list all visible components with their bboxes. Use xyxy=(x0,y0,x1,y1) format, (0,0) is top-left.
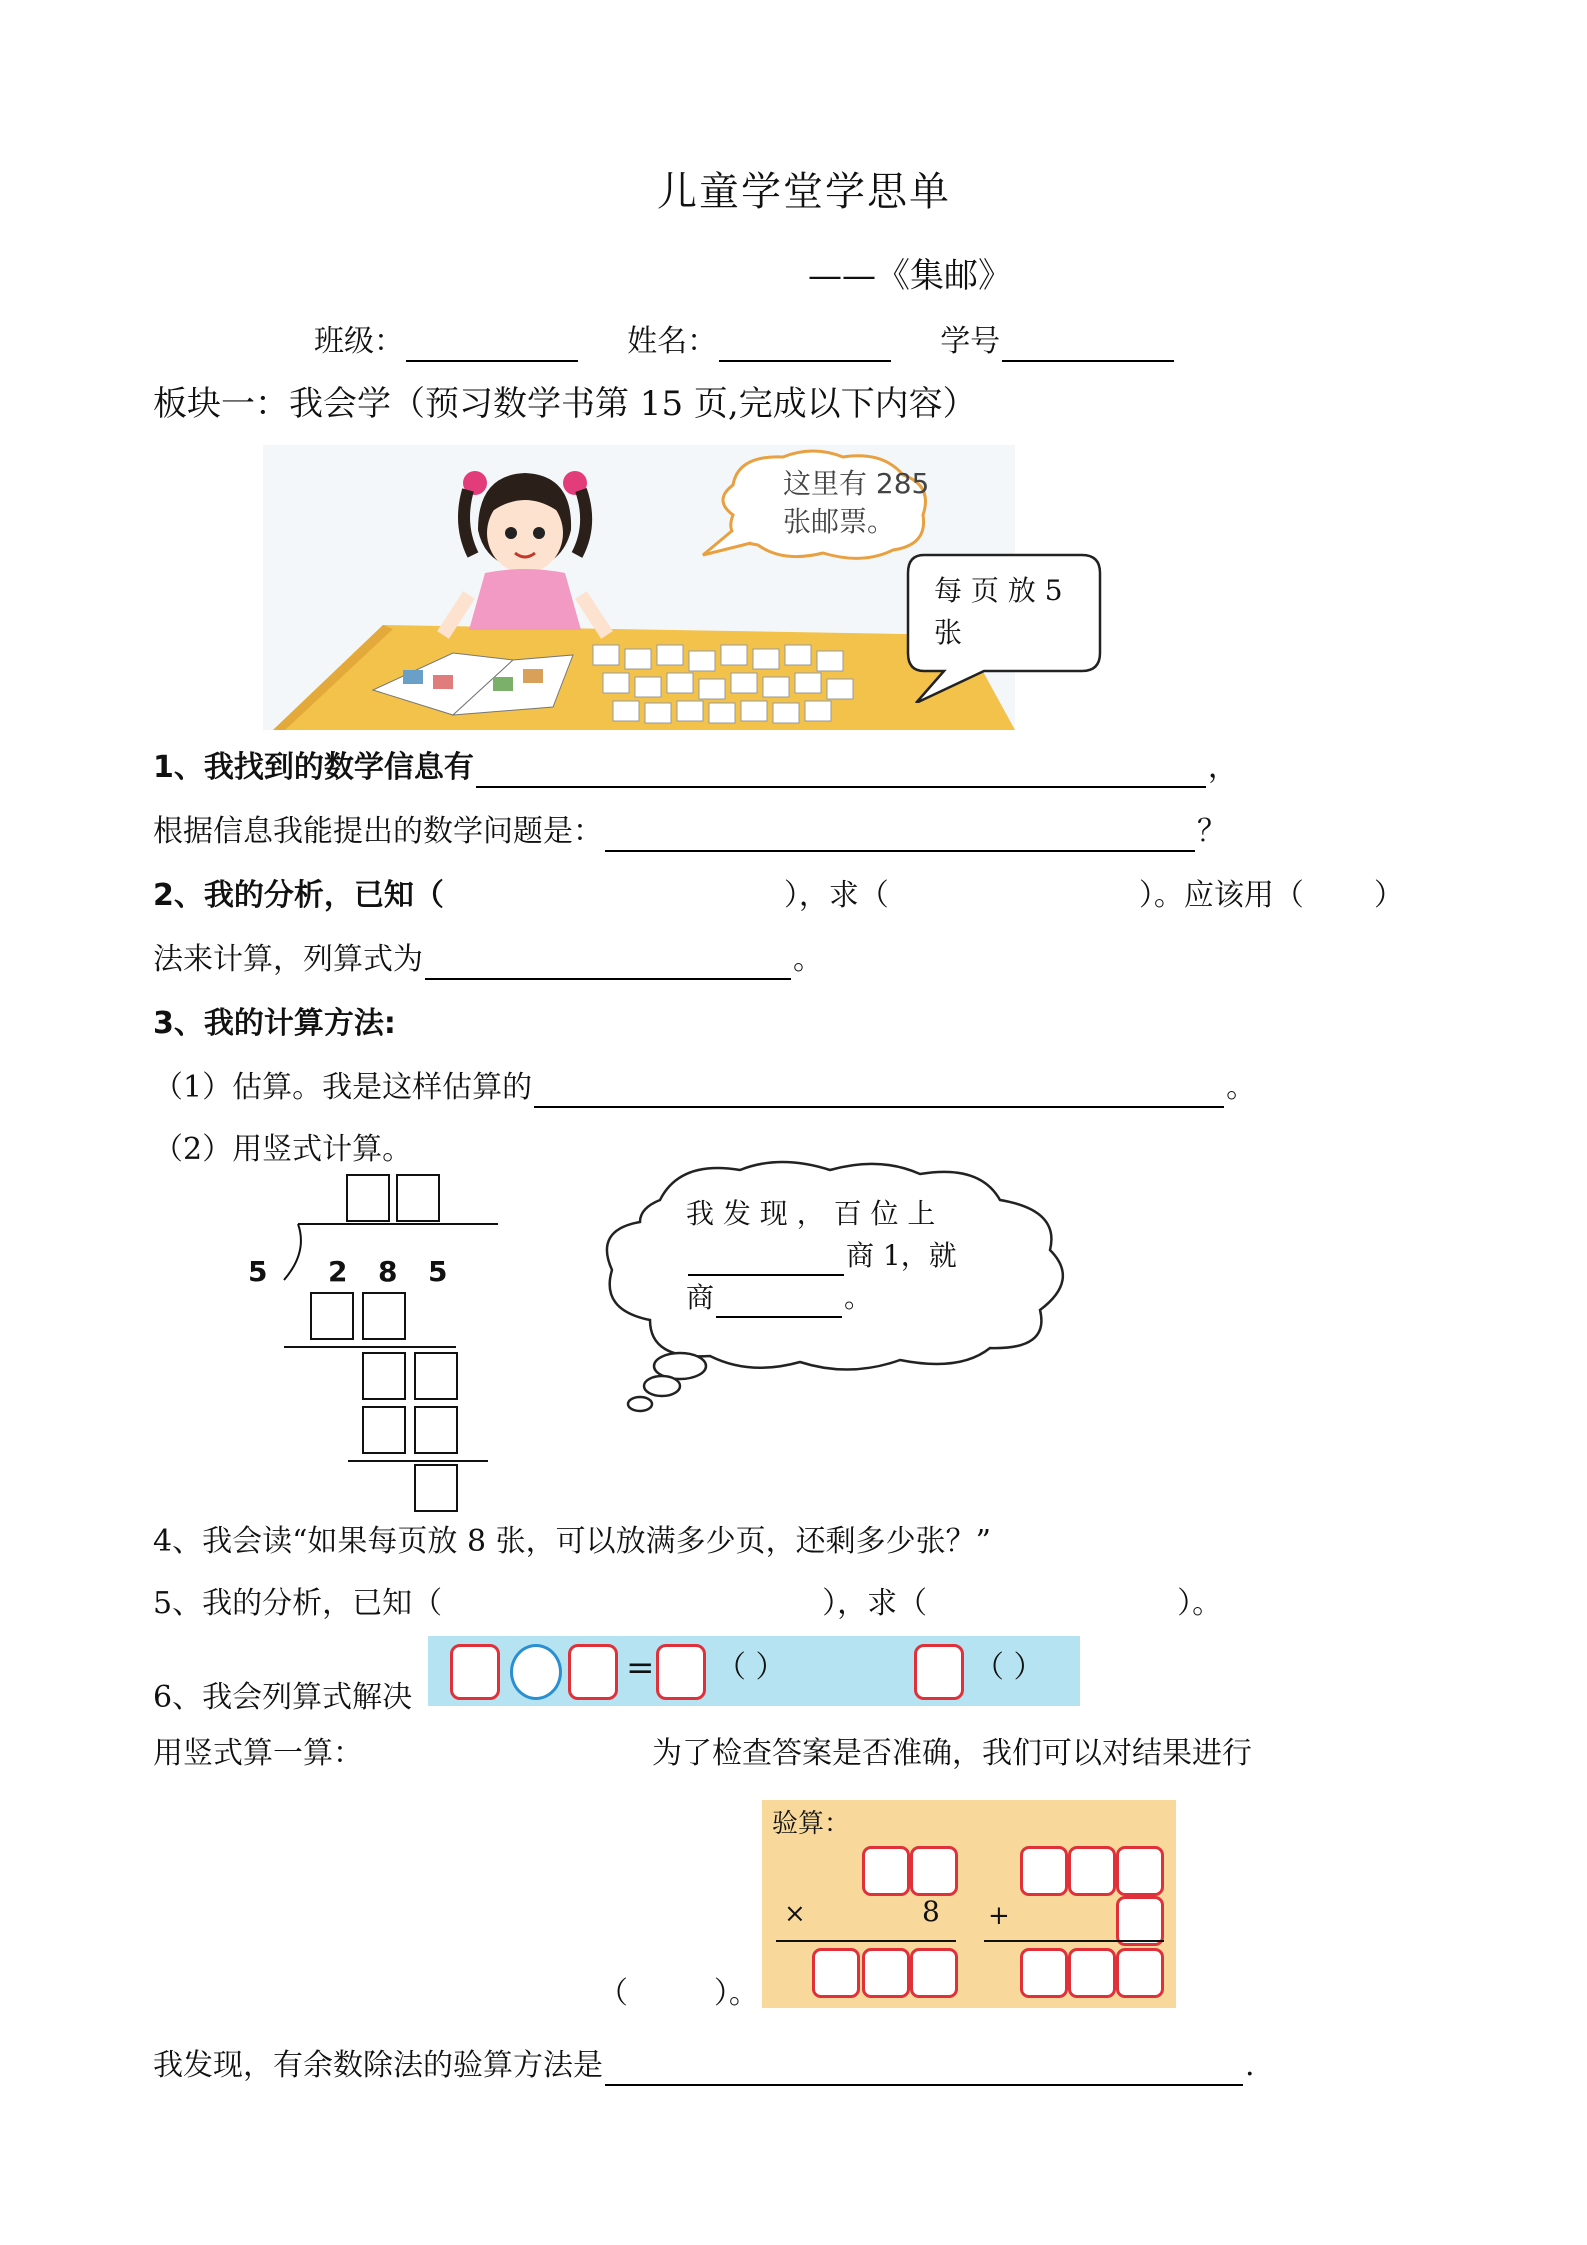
verify-mul-res-3[interactable] xyxy=(910,1948,958,1998)
thought-line3-start: 商 xyxy=(686,1281,715,1314)
q5-line xyxy=(153,1584,1222,1624)
q2-formula-line xyxy=(153,940,823,980)
final-line xyxy=(153,2046,1255,2086)
verify-add-res-2[interactable] xyxy=(1068,1948,1116,1998)
long-division xyxy=(240,1170,500,1510)
dividend-digit-1: 2 xyxy=(328,1255,348,1288)
q6-check-prompt: 为了检查答案是否准确，我们可以对结果进行 xyxy=(652,1736,1252,1771)
q5-p3: ）。 xyxy=(1177,1586,1223,1621)
q1-end: ， xyxy=(1207,750,1238,785)
name-label: 姓名： xyxy=(627,324,718,359)
thought-line2-end: 商 1，就 xyxy=(846,1239,957,1272)
verify-mul-line xyxy=(776,1940,956,1942)
verification-label: 验算： xyxy=(772,1809,851,1839)
q3-sub2: （2）用竖式计算。 xyxy=(153,1132,413,1167)
verify-mul-top-2[interactable] xyxy=(910,1846,958,1896)
thought-line1: 我 发 现 ， 百 位 上 xyxy=(686,1197,936,1230)
division-line-1 xyxy=(284,1346,456,1348)
q1-line xyxy=(153,748,1238,788)
eq-quotient-unit[interactable]: （ ） xyxy=(716,1650,786,1685)
speech-bubble-per-page xyxy=(904,553,1104,703)
thought-blank-2[interactable] xyxy=(716,1290,842,1318)
id-field[interactable] xyxy=(1002,330,1174,362)
step-box-2[interactable] xyxy=(362,1292,406,1340)
quotient-box-1[interactable] xyxy=(346,1174,390,1222)
name-field[interactable] xyxy=(719,330,891,362)
q2-line2-text: 法来计算，列算式为 xyxy=(153,942,423,977)
final-answer-field[interactable] xyxy=(605,2054,1243,2086)
verification-panel xyxy=(762,1800,1176,2008)
q1-line2-end: ？ xyxy=(1197,814,1227,849)
thought-line3-end: 。 xyxy=(844,1281,873,1314)
final-text: 我发现，有余数除法的验算方法是 xyxy=(153,2048,603,2083)
speech2-line2: 张 xyxy=(934,616,963,649)
stamp-illustration xyxy=(263,445,1015,730)
q4-text: 4、我会读“如果每页放 8 张，可以放满多少页，还剩多少张？” xyxy=(153,1524,991,1559)
verify-plus-sign: + xyxy=(988,1901,1010,1931)
verify-mul-res-1[interactable] xyxy=(812,1948,860,1998)
q1-question-line xyxy=(153,812,1227,852)
step-box-3[interactable] xyxy=(362,1352,406,1400)
verify-times-sign: × xyxy=(784,1899,806,1929)
verify-add-top-3[interactable] xyxy=(1116,1846,1164,1896)
dividend-digit-3: 5 xyxy=(428,1255,448,1288)
step-box-6[interactable] xyxy=(414,1406,458,1454)
q5-p1: 5、我的分析，已知（ xyxy=(153,1586,443,1621)
class-label: 班级： xyxy=(314,324,404,359)
q3-sub1-end: 。 xyxy=(1226,1070,1257,1105)
eq-operator-circle[interactable] xyxy=(510,1644,562,1700)
eq-dividend-box[interactable] xyxy=(450,1644,500,1700)
thought-cloud xyxy=(600,1160,1080,1420)
q3-sub1-text: （1）估算。我是这样估算的 xyxy=(153,1070,533,1105)
q1-line2-text: 根据信息我能提出的数学问题是： xyxy=(153,814,603,849)
eq-quotient-box[interactable] xyxy=(656,1644,706,1700)
q1-text: 1、我找到的数学信息有 xyxy=(153,750,474,785)
step-box-4[interactable] xyxy=(414,1352,458,1400)
q5-p2: ），求（ xyxy=(822,1586,928,1621)
verify-mul-eight: 8 xyxy=(922,1895,940,1928)
q3-title: 3、我的计算方法: xyxy=(153,1006,396,1041)
q6-text: 6、我会列算式解决 xyxy=(153,1680,413,1715)
speech2-line1: 每 页 放 5 xyxy=(934,574,1063,607)
eq-divisor-box[interactable] xyxy=(568,1644,618,1700)
check-method-blank[interactable]: （ ）。 xyxy=(598,1976,759,2011)
eq-equals-sign: = xyxy=(626,1648,655,1688)
verify-add-top-1[interactable] xyxy=(1020,1846,1068,1896)
divisor: 5 xyxy=(248,1255,268,1288)
q2-p3: ）。应该用（ xyxy=(1138,878,1304,913)
division-bracket xyxy=(240,1222,500,1282)
q2-formula-field[interactable] xyxy=(425,948,791,980)
verify-mul-res-2[interactable] xyxy=(862,1948,910,1998)
q3-sub1-line xyxy=(153,1068,1256,1108)
final-end: . xyxy=(1245,2048,1255,2083)
verify-add-res-3[interactable] xyxy=(1116,1948,1164,1998)
page-title: 儿童学堂学思单 xyxy=(657,169,951,215)
q2-line xyxy=(153,876,1404,916)
thought-blank-1[interactable] xyxy=(688,1248,844,1276)
speech-bubble-285: 这里有 285 张邮票。 xyxy=(783,467,930,538)
division-line-2 xyxy=(348,1460,488,1462)
equation-strip xyxy=(428,1636,1080,1706)
q2-p1: 2、我的分析，已知（ xyxy=(153,878,444,913)
q1-question-field[interactable] xyxy=(605,820,1195,852)
thought-line2 xyxy=(686,1236,957,1276)
q2-p2: ），求（ xyxy=(783,878,889,913)
eq-remainder-box[interactable] xyxy=(914,1644,964,1700)
remainder-box[interactable] xyxy=(414,1464,458,1512)
id-label: 学号 xyxy=(940,324,1001,359)
q2-p4: ） xyxy=(1373,878,1404,913)
dividend-digit-2: 8 xyxy=(378,1255,398,1288)
verify-add-res-1[interactable] xyxy=(1020,1948,1068,1998)
q3-estimate-field[interactable] xyxy=(534,1076,1224,1108)
page-subtitle: ——《集邮》 xyxy=(808,256,1012,296)
quotient-box-2[interactable] xyxy=(396,1174,440,1222)
section1-heading: 板块一：我会学（预习数学书第 15 页,完成以下内容） xyxy=(153,384,977,424)
step-box-1[interactable] xyxy=(310,1292,354,1340)
step-box-5[interactable] xyxy=(362,1406,406,1454)
verify-add-line xyxy=(984,1940,1164,1942)
thought-line3 xyxy=(686,1278,872,1318)
q1-answer-field[interactable] xyxy=(476,756,1206,788)
student-info-row xyxy=(314,322,1176,362)
verify-add-mid[interactable] xyxy=(1116,1896,1164,1946)
class-field[interactable] xyxy=(406,330,578,362)
q2-line2-end: 。 xyxy=(793,942,823,977)
q6-vertical-label: 用竖式算一算： xyxy=(153,1736,363,1771)
verify-mul-top-1[interactable] xyxy=(862,1846,910,1896)
verify-add-top-2[interactable] xyxy=(1068,1846,1116,1896)
eq-remainder-unit[interactable]: （ ） xyxy=(974,1650,1044,1685)
